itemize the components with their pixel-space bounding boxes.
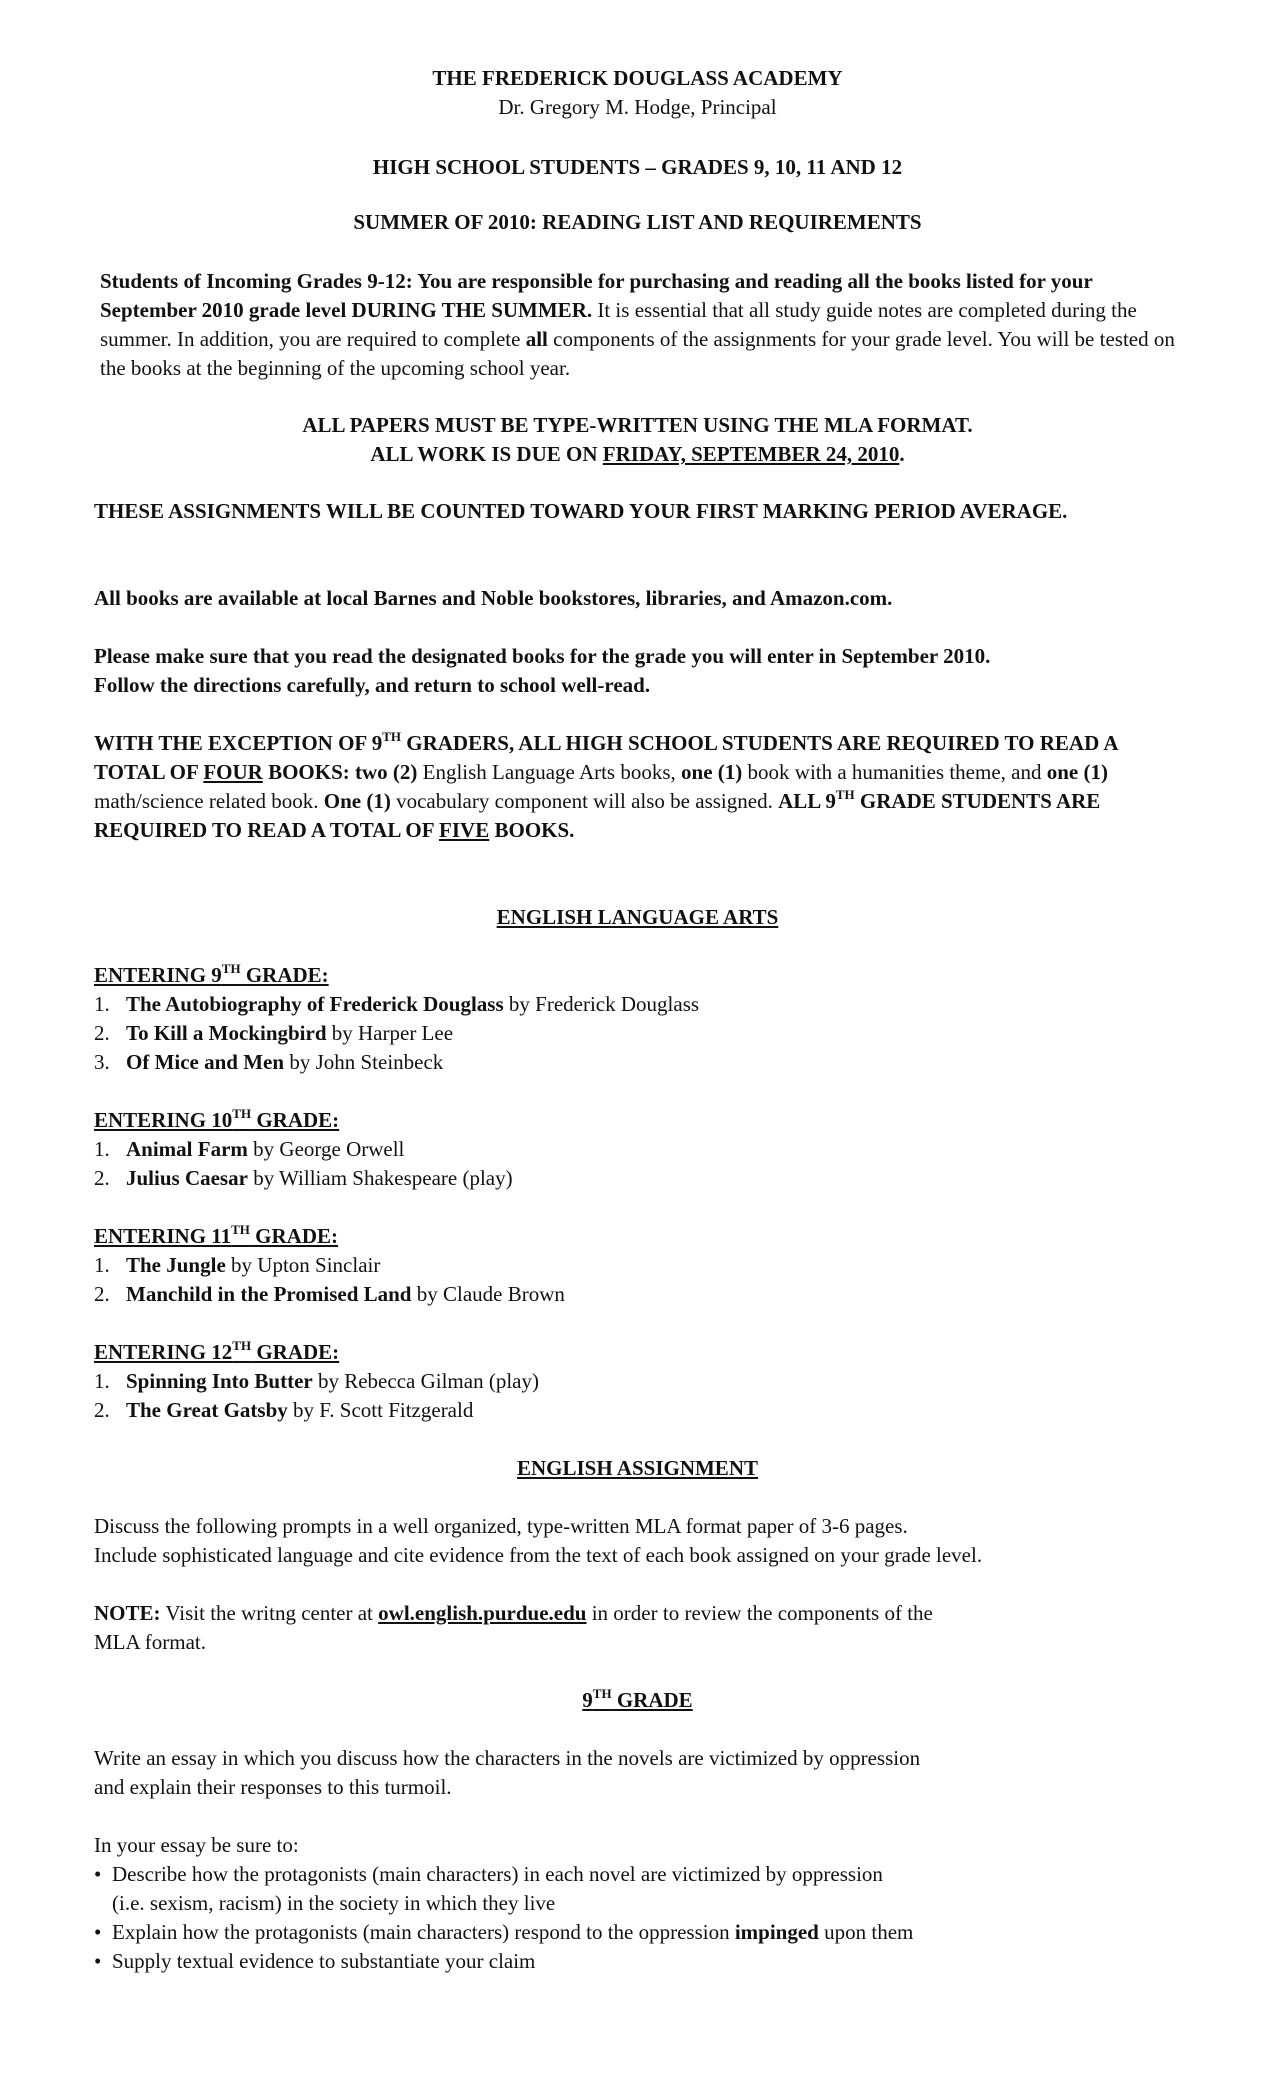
book-title: Spinning Into Butter bbox=[126, 1369, 313, 1393]
list-item bbox=[94, 1251, 1184, 1280]
book-author: by Claude Brown bbox=[411, 1282, 565, 1306]
list-number: 1. bbox=[94, 1137, 110, 1161]
list-item bbox=[94, 1019, 1184, 1048]
req-text-6: math/science related book. bbox=[94, 789, 324, 813]
grade-heading-text: ENTERING 10 bbox=[94, 1108, 233, 1132]
req-four: FOUR bbox=[203, 760, 263, 784]
list-item bbox=[94, 990, 1184, 1019]
note-text-b: in order to review the components of the bbox=[586, 1601, 933, 1625]
book-title: The Great Gatsby bbox=[126, 1398, 288, 1422]
list-number: 2. bbox=[94, 1166, 110, 1190]
assignment-heading: ENGLISH ASSIGNMENT bbox=[517, 1456, 758, 1480]
note-text-a: Visit the writng center at bbox=[160, 1601, 379, 1625]
req-text-4: English Language Arts books, bbox=[422, 760, 682, 784]
req-one-2: one (1) bbox=[1046, 760, 1108, 784]
grade-heading-sup: TH bbox=[232, 1338, 252, 1353]
principal-name: Dr. Gregory M. Hodge, Principal bbox=[498, 95, 777, 119]
assignment-line2: Include sophisticated language and cite evidence from the text of each book assigned on your grade level. bbox=[94, 1543, 983, 1567]
book-title: Manchild in the Promised Land bbox=[126, 1282, 412, 1306]
book-title: To Kill a Mockingbird bbox=[126, 1021, 327, 1045]
bullet-icon: • bbox=[94, 1920, 102, 1944]
bullet-bold-word: impinged bbox=[734, 1920, 819, 1944]
grade-10-book-list bbox=[94, 1135, 1184, 1193]
document-title: SUMMER OF 2010: READING LIST AND REQUIREMENTS bbox=[353, 210, 922, 234]
ninth-heading-sup: TH bbox=[592, 1686, 612, 1701]
book-author: by Upton Sinclair bbox=[225, 1253, 381, 1277]
bullet-icon: • bbox=[94, 1949, 102, 1973]
grade-heading-sup: TH bbox=[221, 961, 241, 976]
due-suffix: . bbox=[899, 442, 905, 466]
grade-heading-suffix: GRADE: bbox=[251, 1108, 340, 1132]
req-sup-2: TH bbox=[835, 787, 855, 802]
due-prefix: ALL WORK IS DUE ON bbox=[370, 442, 603, 466]
intro-bold-lead: Students of Incoming Grades 9-12: You are responsible for purchasing and reading all the books listed for your September 2010 grade level DURING THE SUMMER. bbox=[100, 269, 1093, 322]
req-text-7: vocabulary component will also be assigned. bbox=[390, 789, 779, 813]
grade-9-heading bbox=[94, 961, 1184, 990]
book-author: by William Shakespeare (play) bbox=[247, 1166, 513, 1190]
list-item-continuation: (i.e. sexism, racism) in the society in which they live bbox=[112, 1891, 556, 1915]
read-notice-line2: Follow the directions carefully, and return to school well-read. bbox=[94, 673, 651, 697]
book-title: Of Mice and Men bbox=[126, 1050, 285, 1074]
mla-notice: ALL PAPERS MUST BE TYPE-WRITTEN USING THE MLA FORMAT. bbox=[302, 413, 973, 437]
book-title: The Jungle bbox=[126, 1253, 226, 1277]
req-five: FIVE bbox=[439, 818, 490, 842]
list-number: 2. bbox=[94, 1282, 110, 1306]
book-title: The Autobiography of Frederick Douglass bbox=[126, 992, 504, 1016]
grade-11-book-list bbox=[94, 1251, 1184, 1309]
req-text-8: ALL 9 bbox=[778, 789, 836, 813]
req-text-10: BOOKS. bbox=[489, 818, 575, 842]
grade-heading-text: ENTERING 9 bbox=[94, 963, 222, 987]
availability-notice: All books are available at local Barnes and Noble bookstores, libraries, and Amazon.com. bbox=[94, 586, 893, 610]
grade-10-heading bbox=[94, 1106, 1184, 1135]
list-number: 3. bbox=[94, 1050, 110, 1074]
bullet-text: Supply textual evidence to substantiate your claim bbox=[112, 1949, 536, 1973]
book-title: Julius Caesar bbox=[126, 1166, 248, 1190]
book-author: by Harper Lee bbox=[326, 1021, 454, 1045]
book-title: Animal Farm bbox=[126, 1137, 248, 1161]
grade-12-book-list bbox=[94, 1367, 1184, 1425]
grade-heading-suffix: GRADE: bbox=[240, 963, 329, 987]
list-item bbox=[94, 1048, 1184, 1077]
grade-10-section bbox=[94, 1106, 1184, 1193]
list-item bbox=[94, 1135, 1184, 1164]
school-name: THE FREDERICK DOUGLASS ACADEMY bbox=[432, 66, 843, 90]
due-line bbox=[0, 440, 1275, 469]
list-item bbox=[94, 1280, 1184, 1309]
list-number: 2. bbox=[94, 1021, 110, 1045]
due-date: FRIDAY, SEPTEMBER 24, 2010 bbox=[602, 442, 900, 466]
essay-requirements-intro: In your essay be sure to: bbox=[94, 1833, 299, 1857]
grade-heading-sup: TH bbox=[231, 1222, 250, 1237]
grade-heading-text: ENTERING 12 bbox=[94, 1340, 233, 1364]
grade-11-heading bbox=[94, 1222, 1184, 1251]
mla-note-line2: MLA format. bbox=[94, 1630, 206, 1654]
grade-11-section bbox=[94, 1222, 1184, 1309]
grade-12-section bbox=[94, 1338, 1184, 1425]
list-item bbox=[94, 1860, 1184, 1889]
note-label: NOTE: bbox=[94, 1601, 161, 1625]
req-sup-1: TH bbox=[382, 729, 402, 744]
list-number: 1. bbox=[94, 1253, 110, 1277]
marking-period-notice: THESE ASSIGNMENTS WILL BE COUNTED TOWARD YOUR FIRST MARKING PERIOD AVERAGE. bbox=[94, 499, 1068, 523]
book-author: by John Steinbeck bbox=[284, 1050, 444, 1074]
grade-12-heading bbox=[94, 1338, 1184, 1367]
req-text-2: GRADERS, ALL HIGH SCHOOL STUDENTS ARE REQUIRED TO READ A TOTAL OF bbox=[94, 731, 1118, 784]
list-number: 1. bbox=[94, 1369, 110, 1393]
grade-9-section bbox=[94, 961, 1184, 1077]
assignment-line1: Discuss the following prompts in a well organized, type-written MLA format paper of 3-6 pages. bbox=[94, 1514, 908, 1538]
req-text-1: WITH THE EXCEPTION OF 9 bbox=[94, 731, 383, 755]
owl-purdue-link[interactable]: owl.english.purdue.edu bbox=[378, 1601, 587, 1625]
bullet-text: Explain how the protagonists (main characters) respond to the oppression bbox=[112, 1920, 735, 1944]
intro-text-b: components of the assignments for your grade level. You will be tested on the books at the beginning of the upcoming school year. bbox=[100, 327, 1175, 380]
grade-heading-suffix: GRADE: bbox=[249, 1224, 339, 1248]
list-item bbox=[94, 1367, 1184, 1396]
list-item bbox=[94, 1164, 1184, 1193]
essay-bullet-list bbox=[94, 1860, 1184, 1976]
grade-heading-suffix: GRADE: bbox=[251, 1340, 340, 1364]
mla-note bbox=[94, 1599, 1184, 1628]
req-text-9: GRADE STUDENTS ARE REQUIRED TO READ A TOTAL OF bbox=[94, 789, 1101, 842]
book-author: by Frederick Douglass bbox=[503, 992, 700, 1016]
ninth-grade-heading bbox=[0, 1686, 1275, 1715]
bullet-text-end: upon them bbox=[818, 1920, 914, 1944]
list-number: 1. bbox=[94, 992, 110, 1016]
req-text-5: book with a humanities theme, and bbox=[742, 760, 1047, 784]
intro-all: all bbox=[525, 327, 548, 351]
intro-paragraph bbox=[100, 267, 1190, 383]
grade-heading-sup: TH bbox=[232, 1106, 252, 1121]
ninth-heading-number: 9 bbox=[582, 1688, 593, 1712]
req-text-3: BOOKS: two (2) bbox=[262, 760, 423, 784]
requirements-paragraph bbox=[94, 729, 1184, 845]
essay-prompt-line1: Write an essay in which you discuss how the characters in the novels are victimized by oppression bbox=[94, 1746, 921, 1770]
list-item bbox=[94, 1918, 1184, 1947]
ela-heading: ENGLISH LANGUAGE ARTS bbox=[496, 905, 779, 929]
book-author: by George Orwell bbox=[247, 1137, 405, 1161]
req-one-1: one (1) bbox=[681, 760, 743, 784]
bullet-text: Describe how the protagonists (main characters) in each novel are victimized by oppression bbox=[112, 1862, 883, 1886]
list-item bbox=[94, 1947, 1184, 1976]
book-author: by F. Scott Fitzgerald bbox=[287, 1398, 474, 1422]
ninth-heading-text: GRADE bbox=[611, 1688, 693, 1712]
grade-9-book-list bbox=[94, 990, 1184, 1077]
list-item bbox=[94, 1396, 1184, 1425]
bullet-icon: • bbox=[94, 1862, 102, 1886]
read-notice-line1: Please make sure that you read the designated books for the grade you will enter in September 2010. bbox=[94, 644, 991, 668]
book-author: by Rebecca Gilman (play) bbox=[312, 1369, 539, 1393]
intro-text-a: It is essential that all study guide notes are completed during the summer. In addition, you are required to complete bbox=[100, 298, 1137, 351]
list-number: 2. bbox=[94, 1398, 110, 1422]
essay-prompt-line2: and explain their responses to this turmoil. bbox=[94, 1775, 452, 1799]
grade-heading-text: ENTERING 11 bbox=[94, 1224, 232, 1248]
audience-line: HIGH SCHOOL STUDENTS – GRADES 9, 10, 11 AND 12 bbox=[372, 155, 903, 179]
req-one-3: One (1) bbox=[323, 789, 391, 813]
